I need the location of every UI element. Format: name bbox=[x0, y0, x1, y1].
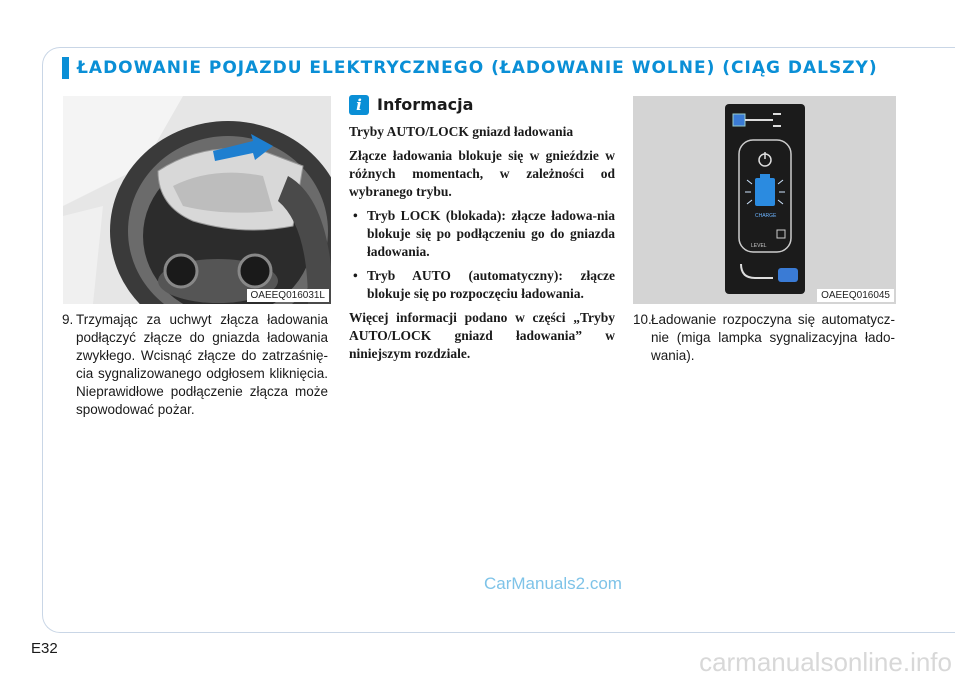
info-header bbox=[349, 95, 615, 115]
info-intro: Złącze ładowania blokuje się w gnieździe w różnych momentach, w zależności od wybranego trybu. bbox=[349, 148, 615, 199]
step-number: 9. bbox=[62, 312, 74, 327]
info-title: Informacja bbox=[377, 95, 474, 114]
info-subtitle: Tryby AUTO/LOCK gniazd ładowania bbox=[349, 124, 574, 139]
level-label: LEVEL bbox=[751, 243, 767, 249]
charging-indicator-photo bbox=[633, 96, 896, 304]
step-text: Ładowanie rozpoczyna się automatycz-nie (miga lampka sygnalizacyjna łado-wania). bbox=[651, 312, 895, 363]
info-bullet-list bbox=[349, 207, 615, 303]
page-number: E32 bbox=[31, 640, 58, 657]
section-title: ŁADOWANIE POJAZDU ELEKTRYCZNEGO (ŁADOWANIE WOLNE) (CIĄG DALSZY) bbox=[77, 58, 878, 78]
information-note bbox=[349, 95, 615, 369]
image-code: OAEEQ016031L bbox=[247, 289, 330, 302]
footer-watermark: carmanualsonline.info bbox=[699, 647, 952, 677]
step-10 bbox=[633, 311, 895, 365]
watermark: CarManuals2.com bbox=[484, 574, 622, 593]
connector-illustration bbox=[63, 96, 331, 304]
section-marker bbox=[62, 57, 69, 79]
list-item: • Tryb AUTO (automatyczny): złącze blokuje się po rozpoczęciu ładowania. bbox=[349, 267, 615, 303]
section-header bbox=[62, 55, 922, 81]
connector-photo bbox=[63, 96, 331, 304]
step-number: 10. bbox=[633, 312, 652, 327]
list-item: • Tryb LOCK (blokada): złącze ładowa-nia blokuje się po podłączeniu go do gniazda ładowania. bbox=[349, 207, 615, 261]
info-icon: i bbox=[349, 95, 369, 115]
step-9 bbox=[62, 311, 328, 419]
info-outro: Więcej informacji podano w części „Tryby AUTO/LOCK gniazd ładowania” w niniejszym rozdziale. bbox=[349, 310, 615, 361]
charge-label: CHARGE bbox=[755, 213, 777, 219]
step-text: Trzymając za uchwyt złącza ładowania podłączyć złącze do gniazda ładowania zwykłego. Wcisnąć złącze do zatrzaśnię-cia sygnalizowanego odgłosem kliknięcia. Nieprawidłowe podłączenie złącza może spowodować pożar. bbox=[76, 312, 328, 417]
image-code: OAEEQ016045 bbox=[817, 289, 894, 302]
charging-panel-illustration bbox=[633, 96, 896, 304]
